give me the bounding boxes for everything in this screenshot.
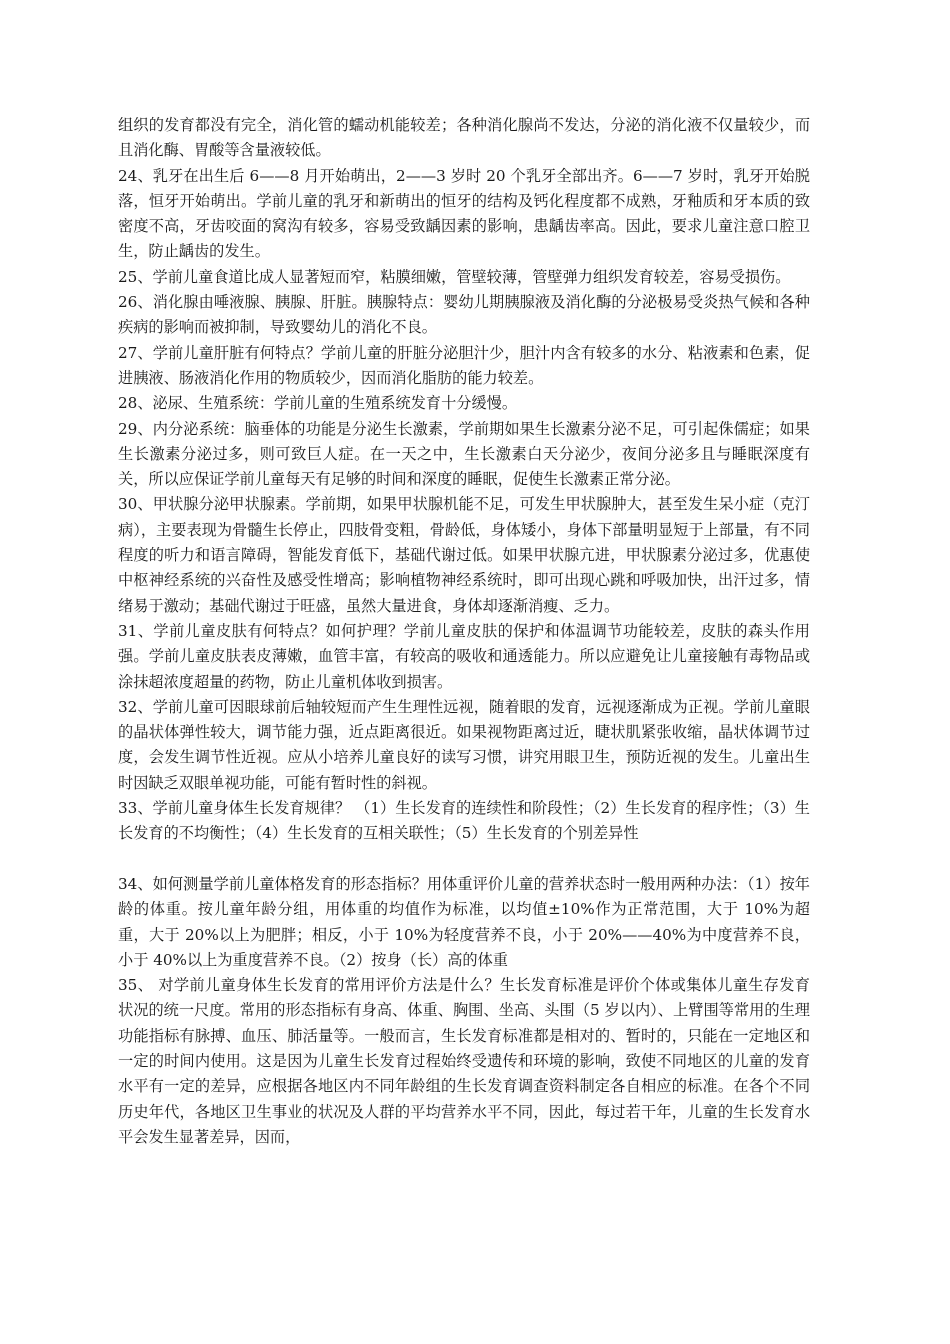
document-page [118, 113, 810, 1150]
paragraph-25: 25、学前儿童食道比成人显著短而窄，粘膜细嫩，管壁较薄，管壁弹力组织发育较差，容易受损伤。 [118, 267, 791, 286]
paragraph-30: 30、甲状腺分泌甲状腺素。学前期，如果甲状腺机能不足，可发生甲状腺肿大，甚至发生呆小症（克汀病），主要表现为骨髓生长停止，四肢骨变粗，骨龄低，身体矮小，身体下部量明显短于上部量，有不同程度的听力和语言障碍，智能发育低下，基础代谢过低。如果甲状腺亢进，甲状腺素分泌过多，优惠使中枢神经系统的兴奋性及感受性增高；影响植物神经系统时，即可出现心跳和呼吸加快，出汗过多，情绪易于激动；基础代谢过于旺盛，虽然大量进食，身体却逐渐消瘦、乏力。 [118, 495, 810, 615]
paragraph-26: 26、消化腺由唾液腺、胰腺、肝脏。胰腺特点：婴幼儿期胰腺液及消化酶的分泌极易受炎热气候和各种疾病的影响而被抑制，导致婴幼儿的消化不良。 [118, 293, 810, 337]
paragraph-28: 28、泌尿、生殖系统：学前儿童的生殖系统发育十分缓慢。 [118, 394, 518, 413]
paragraph-continuation: 组织的发育都没有完全，消化管的蠕动机能较差；各种消化腺尚不发达，分泌的消化液不仅量较少，而且消化酶、胃酸等含量液较低。 [118, 116, 810, 160]
paragraph-29: 29、内分泌系统：脑垂体的功能是分泌生长激素，学前期如果生长激素分泌不足，可引起侏儒症；如果生长激素分泌过多，则可致巨人症。在一天之中，生长激素白天分泌少，夜间分泌多且与睡眠深度有关，所以应保证学前儿童每天有足够的时间和深度的睡眠，促使生长激素正常分泌。 [118, 419, 810, 489]
paragraph-31: 31、学前儿童皮肤有何特点？如何护理？学前儿童皮肤的保护和体温调节功能较差，皮肤的森头作用强。学前儿童皮肤表皮薄嫩，血管丰富，有较高的吸收和通透能力。所以应避免让儿童接触有毒物品或涂抹超浓度超量的药物，防止儿童机体收到损害。 [118, 621, 810, 691]
paragraph-32: 32、学前儿童可因眼球前后轴较短而产生生理性远视，随着眼的发育，远视逐渐成为正视。学前儿童眼的晶状体弹性较大，调节能力强，近点距离很近。如果视物距离过近，睫状肌紧张收缩，晶状体调节过度，会发生调节性近视。应从小培养儿童良好的读写习惯，讲究用眼卫生，预防近视的发生。儿童出生时因缺乏双眼单视功能，可能有暂时性的斜视。 [118, 697, 810, 792]
paragraph-35: 35、 对学前儿童身体生长发育的常用评价方法是什么？生长发育标准是评价个体或集体儿童生存发育状况的统一尺度。常用的形态指标有身高、体重、胸围、坐高、头围（5 岁以内）、上臂围等常用的生理功能指标有脉搏、血压、肺活量等。一般而言，生长发育标准都是相对的、暂时的，只能在一定地区和一定的时间内使用。这是因为儿童生长发育过程始终受遗传和环境的影响，致使不同地区的儿童的发育水平有一定的差异，应根据各地区内不同年龄组的生长发育调查资料制定各自相应的标准。在各个不同历史年代，各地区卫生事业的状况及人群的平均营养水平不同，因此，每过若干年，儿童的生长发育水平会发生显著差异，因而， [118, 976, 810, 1146]
paragraph-34: 34、如何测量学前儿童体格发育的形态指标？用体重评价儿童的营养状态时一般用两种办法：（1）按年龄的体重。按儿童年龄分组，用体重的均值作为标准，以均值±10%作为正常范围，大于 10%为超重，大于 20%以上为肥胖；相反，小于 10%为轻度营养不良，小于 20%——40%为中度营养不良，小于 40%以上为重度营养不良。（2）按身（长）高的体重 [118, 874, 810, 969]
paragraph-24: 24、乳牙在出生后 6——8 月开始萌出，2——3 岁时 20 个乳牙全部出齐。6——7 岁时，乳牙开始脱落，恒牙开始萌出。学前儿童的乳牙和新萌出的恒牙的结构及钙化程度都不成熟，牙釉质和牙本质的致密度不高，牙齿咬面的窝沟有较多，容易受致龋因素的影响，患龋齿率高。因此，要求儿童注意口腔卫生，防止龋齿的发生。 [118, 166, 810, 261]
blank-line [118, 847, 810, 872]
paragraph-33: 33、学前儿童身体生长发育规律？ （1）生长发育的连续性和阶段性；（2）生长发育的程序性；（3）生长发育的不均衡性；（4）生长发育的互相关联性；（5）生长发育的个别差异性 [118, 799, 810, 843]
paragraph-27: 27、学前儿童肝脏有何特点？学前儿童的肝脏分泌胆汁少，胆汁内含有较多的水分、粘液素和色素，促进胰液、肠液消化作用的物质较少，因而消化脂肪的能力较差。 [118, 343, 810, 387]
